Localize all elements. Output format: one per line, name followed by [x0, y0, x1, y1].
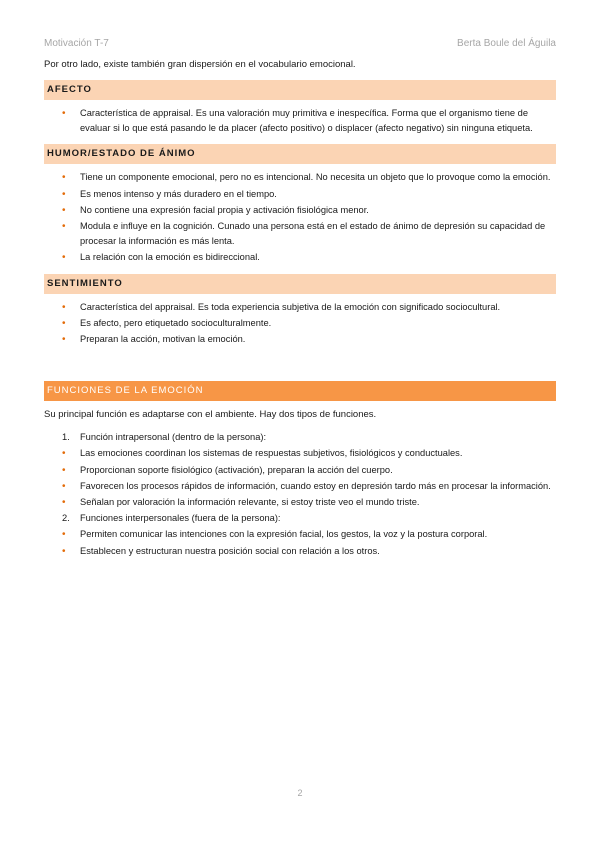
- functions-intro: Su principal función es adaptarse con el ambiente. Hay dos tipos de funciones.: [44, 409, 377, 421]
- bullet-icon: •: [62, 497, 66, 509]
- section-list: [44, 300, 556, 348]
- page-content: [44, 58, 556, 567]
- section-header: HUMOR/ESTADO DE ÁNIMO: [44, 144, 556, 164]
- list-item-text: Proporcionan soporte fisiológico (activación), preparan la acción del cuerpo.: [80, 464, 393, 475]
- section-header: SENTIMIENTO: [44, 274, 556, 294]
- list-number: 1.: [62, 432, 70, 443]
- bullet-icon: •: [62, 221, 66, 233]
- list-item: [44, 430, 556, 445]
- list-item-text: La relación con la emoción es bidireccional.: [80, 252, 260, 263]
- bullet-icon: •: [62, 464, 66, 476]
- list-item-text: Favorecen los procesos rápidos de información, cuando estoy en depresión tardo más en procesar la información.: [80, 480, 551, 491]
- list-item-text: Función intrapersonal (dentro de la persona):: [80, 432, 267, 443]
- page-number: 2: [297, 788, 303, 798]
- list-item: [44, 479, 556, 494]
- list-item: [44, 544, 556, 559]
- list-item-text: Preparan la acción, motivan la emoción.: [80, 334, 246, 345]
- list-item: [44, 203, 556, 218]
- list-item: [44, 332, 556, 347]
- bullet-icon: •: [62, 188, 66, 200]
- list-item-text: Permiten comunicar las intenciones con la expresión facial, los gestos, la voz y la postura corporal.: [80, 529, 488, 540]
- bullet-icon: •: [62, 480, 66, 492]
- list-item: [44, 463, 556, 478]
- list-number: 2.: [62, 513, 70, 524]
- list-item-text: Característica de appraisal. Es una valoración muy primitiva e inespecífica. Forma que el organismo tiene de evaluar si lo que está pasando le da placer (afecto positivo) o displacer (afecto negativo) sin ninguna etiqueta.: [80, 108, 533, 134]
- bullet-icon: •: [62, 108, 66, 119]
- section-list: [44, 170, 556, 265]
- sections: [44, 80, 556, 347]
- list-item: [44, 170, 556, 185]
- intro-paragraph: Por otro lado, existe también gran dispersión en el vocabulario emocional.: [44, 59, 356, 70]
- bullet-icon: •: [62, 334, 66, 346]
- bullet-icon: •: [62, 448, 66, 460]
- list-item: [44, 187, 556, 202]
- list-item: [44, 511, 556, 526]
- bullet-icon: •: [62, 545, 66, 557]
- list-item-text: Es menos intenso y más duradero en el tiempo.: [80, 188, 277, 199]
- list-item-text: Modula e influye en la cognición. Cunado una persona está en el estado de ánimo de depresión su capacidad de procesar la información es más lenta.: [80, 221, 546, 247]
- functions-list: [44, 430, 556, 559]
- list-item-text: Señalan por valoración la información relevante, si estoy triste veo el mundo triste.: [80, 497, 420, 508]
- list-item-text: Las emociones coordinan los sistemas de respuestas subjetivos, fisiológicos y conductuales.: [80, 448, 463, 459]
- section-header: AFECTO: [44, 80, 556, 100]
- list-item-text: Establecen y estructuran nuestra posición social con relación a los otros.: [80, 545, 380, 556]
- bullet-icon: •: [62, 252, 66, 264]
- list-item: [44, 219, 556, 249]
- bullet-icon: •: [62, 529, 66, 541]
- list-item-text: Tiene un componente emocional, pero no es intencional. No necesita un objeto que lo provoque como la emoción.: [80, 172, 551, 183]
- section-list: [44, 106, 556, 136]
- list-item-text: No contiene una expresión facial propia y activación fisiológica menor.: [80, 204, 369, 215]
- list-item: [44, 446, 556, 461]
- header-author: Berta Boule del Águila: [457, 38, 556, 49]
- list-item: [44, 527, 556, 542]
- list-item: [44, 250, 556, 265]
- list-item-text: Funciones interpersonales (fuera de la persona):: [80, 513, 281, 524]
- spacer: [44, 355, 556, 381]
- list-item: [44, 106, 556, 136]
- section-header-funciones: FUNCIONES DE LA EMOCIÓN: [44, 381, 556, 401]
- header-course: Motivación T-7: [44, 38, 109, 49]
- list-item-text: Característica del appraisal. Es toda experiencia subjetiva de la emoción con significado sociocultural.: [80, 301, 501, 312]
- list-item: [44, 316, 556, 331]
- bullet-icon: •: [62, 301, 66, 313]
- list-item: [44, 495, 556, 510]
- list-item-text: Es afecto, pero etiquetado socioculturalmente.: [80, 317, 272, 328]
- bullet-icon: •: [62, 204, 66, 216]
- bullet-icon: •: [62, 172, 66, 184]
- bullet-icon: •: [62, 317, 66, 329]
- list-item: [44, 300, 556, 315]
